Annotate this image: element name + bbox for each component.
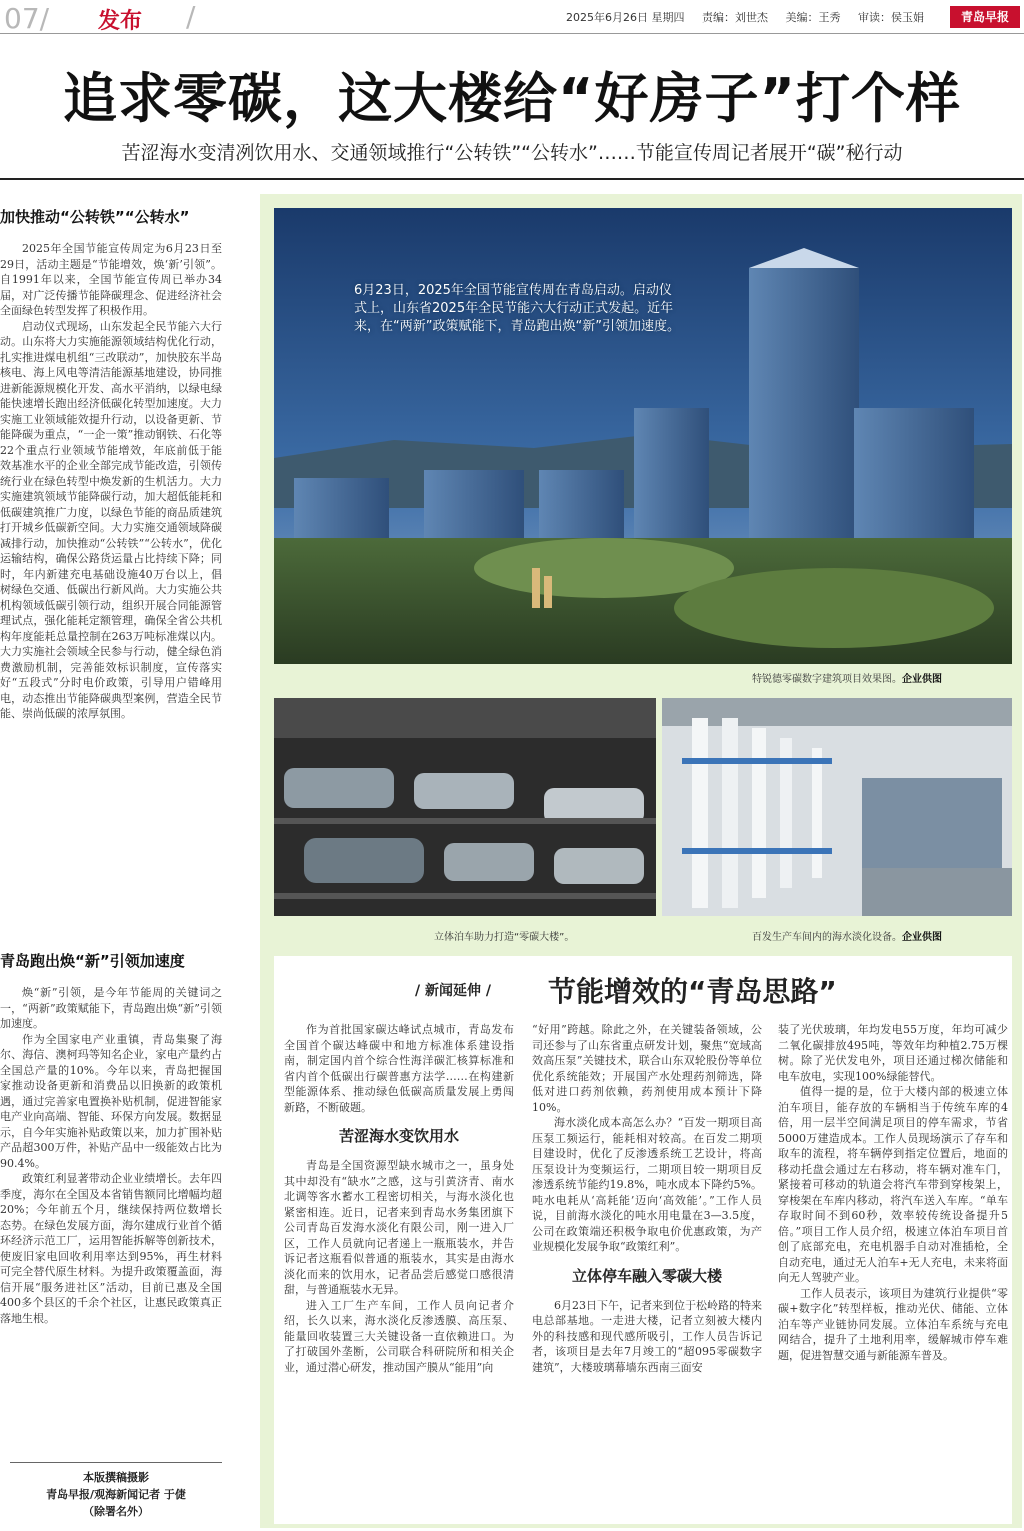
desalination-equipment-image xyxy=(662,698,1012,916)
left-section-body-2 xyxy=(0,985,222,1445)
proof-credit: 审读：侯玉娟 xyxy=(858,11,924,24)
feature-kicker: / 新闻延伸 / xyxy=(415,983,491,999)
newspaper-logo: 青岛早报 xyxy=(950,6,1020,28)
paragraph: 进入工厂生产车间，工作人员向记者介绍，长久以来，海水淡化反渗透膜、高压泵、能量回收装置三大关键设备一直依赖进口。为了打破国外垄断，公司联合科研院所和相关企业，通过潜心研发，推动国产膜从“能用”向 xyxy=(284,1298,514,1374)
paragraph: 启动仪式现场，山东发起全民节能六大行动。山东将大力实施能源领域结构优化行动，扎实推进煤电机组“三改联动”，加快胶东半岛核电、海上风电等清洁能源基地建设，协同推进新能源规模化开发、高水平消纳，以绿电绿能快速增长跑出经济低碳化转型加速度。大力实施工业领域能效提升行动，以设备更新、节能降碳为重点，“一企一策”推动钢铁、石化等22个重点行业领域节能增效，年底前低于能效基准水平的企业全部完成节能改造，引领传统行业在绿色转型中焕发新的生机活力。大力实施建筑领域节能降碳行动，加大超低能耗和低碳建筑推广力度，以绿色节能的商品质建筑打开城乡低碳新空间。大力实施交通领域降碳减排行动，加快推动“公转铁”“公转水”，优化运输结构，确保公路货运量占比持续下降；同时，年内新建充电基础设施40万台以上，倡树绿色交通、低碳出行新风尚。大力实施公共机构领域低碳引领行动，组织开展合同能源管理试点，强化能耗定额管理，确保全省公共机构年度能耗总量控制在263万吨标准煤以内。大力实施社会领域全民参与行动，健全绿色消费激励机制，完善能效标识制度，宣传落实好“五段式”分时电价政策，引导用户错峰用电，动态推出节能降碳典型案例，营造全民节能、崇尚低碳的浓厚氛围。 xyxy=(0,319,222,720)
paragraph: 作为首批国家碳达峰试点城市，青岛发布全国首个碳达峰碳中和地方标准体系建设指南，制定国内首个综合性海洋碳汇核算标准和省内首个低碳出行碳普惠方法学……在构建新型能源体系、推动绿色低碳高质量发展上勇闯新路，不断破题。 xyxy=(284,1023,514,1114)
building-rendering-photo xyxy=(274,208,1012,664)
byline-line-2: 青岛早报/观海新闻记者 于倢 xyxy=(46,1488,186,1501)
paragraph: 值得一提的是，位于大楼内部的极速立体泊车项目，能存放的车辆相当于传统车库的4倍，用一层半空间满足项目的停车需求，节省5000万建造成本。工作人员现场演示了存车和取车的流程，将车辆停到指定位置后，地面的移动托盘会通过左右移动，将车辆对准车门，紧接着可移动的轨道会将汽车带到穿梭架上，穿梭架在车库内移动，将汽车送入车库。“单车存取时间不到60秒，效率较传统设备提升5倍。”项目工作人员介绍，极速立体泊车项目首创了底部充电，充电机器手自动对准插枪，全自动充电，通过无人泊车+无人充电，未来将面向无人驾驶产业。 xyxy=(778,1085,1008,1284)
page-headline: 追求零碳，这大楼给“好房子”打个样 xyxy=(63,67,961,130)
designer-credit: 美编：王秀 xyxy=(785,11,841,24)
masthead-bar xyxy=(0,0,1024,34)
paragraph: 2025年全国节能宣传周定为6月23日至29日，活动主题是“节能增效，焕‘新’引领”。自1991年以来，全国节能宣传周已举办34届，对广泛传播节能降碳理念、促进经济社会全面绿色转型发挥了积极作用。 xyxy=(0,242,222,317)
feature-column-1 xyxy=(284,1022,514,1502)
page-subheadline: 苦涩海水变清冽饮用水、交通领域推行“公转铁”“公转水”……节能宣传周记者展开“碳”秘行动 xyxy=(121,142,903,164)
issue-date: 2025年6月26日 星期四 xyxy=(566,11,685,24)
left-section-body-1 xyxy=(0,241,222,947)
photo-caption-3 xyxy=(752,928,942,943)
paragraph: 6月23日下午，记者来到位于松岭路的特来电总部基地。一走进大楼，记者立刻被大楼内外的科技感和现代感所吸引，工作人员告诉记者，该项目是去年7月竣工的“超095零碳数字建筑”，大楼玻璃幕墙东西南三面安 xyxy=(532,1298,762,1374)
feature-column-2 xyxy=(532,1022,762,1502)
photo-caption-1-source: 企业供图 xyxy=(902,674,942,685)
left-article xyxy=(0,206,222,947)
paragraph: 工作人员表示，该项目为建筑行业提供“零碳+数字化”转型样板，推动光伏、储能、立体泊车等产业链协同发展。立体泊车系统与充电网结合，提升了土地利用率，缓解城市停车难题，促进智慧交通与新能源车普及。 xyxy=(778,1286,1008,1362)
feature-column-3 xyxy=(778,1022,1008,1502)
paragraph: 作为全国家电产业重镇，青岛集聚了海尔、海信、澳柯玛等知名企业，家电产量约占全国总产量的10%。今年以来，青岛把握国家推动设备更新和消费品以旧换新的政策机遇，通过完善家电置换补贴机制，促进智能家电产业向高端、智能、环保方向发展。数据显示，自今年实施补贴政策以来，加力扩围补贴产品超300万件，补贴产品中一级能效占比为90.4%。 xyxy=(0,1032,222,1170)
photo-caption-2: 立体泊车助力打造“零碳大楼”。 xyxy=(434,932,575,943)
paragraph: 海水淡化成本高怎么办？“百发一期项目高压泵工频运行，能耗相对较高。在百发二期项目建设时，优化了反渗透系统工艺设计，将高压泵设计为变频运行，二期项目较一期项目反渗透系统节能约19.8%，吨水成本下降约5%。吨水电耗从‘高耗能’迈向‘高效能’。”工作人员说，目前海水淡化的吨水用电量在3—3.5度，公司在政策端还积极争取电价优惠政策，为产业规模化发展争取“政策红利”。 xyxy=(532,1116,762,1253)
photo-caption-3-text: 百发生产车间内的海水淡化设备。 xyxy=(752,932,902,943)
photo-caption-1 xyxy=(752,670,942,685)
left-article-2 xyxy=(0,950,222,1445)
left-section-title-2: 青岛跑出焕“新”引领加速度 xyxy=(0,952,185,970)
page-number: 07/ xyxy=(4,2,50,35)
headline-rule xyxy=(0,178,1024,180)
parking-garage-image xyxy=(274,698,656,916)
photo-caption-3-source: 企业供图 xyxy=(902,932,942,943)
building-rendering-image xyxy=(274,208,1012,664)
masthead-meta xyxy=(566,9,938,25)
left-section-title-1: 加快推动“公转铁”“公转水” xyxy=(0,208,190,226)
parking-photo xyxy=(274,698,656,916)
paragraph: 焕“新”引领，是今年节能周的关键词之一，“两新”政策赋能下，青岛跑出焕“新”引领加速度。 xyxy=(0,986,222,1030)
byline-line-3: （除署名外） xyxy=(83,1505,149,1518)
feature-subhead-1: 苦涩海水变饮用水 xyxy=(338,1127,459,1145)
masthead-slash: / xyxy=(186,0,196,33)
desalination-photo xyxy=(662,698,1012,916)
photo-overlay-text: 6月23日，2025年全国节能宣传周在青岛启动。启动仪式上，山东省2025年全民节能六大行动正式发起。近年来，在“两新”政策赋能下，青岛跑出焕“新”引领加速度。 xyxy=(354,283,680,334)
paragraph: 装了光伏玻璃，年均发电55万度，年均可减少二氧化碳排放495吨，等效年均种植2.75万棵树。除了光伏发电外，项目还通过梯次储能和电车放电，实现100%绿能替代。 xyxy=(778,1023,1008,1083)
photo-caption-1-text: 特锐德零碳数字建筑项目效果图。 xyxy=(752,674,902,685)
section-name: 发布 xyxy=(98,9,143,34)
feature-subhead-2: 立体停车融入零碳大楼 xyxy=(571,1266,722,1285)
byline-line-1: 本版撰稿摄影 xyxy=(83,1471,149,1484)
feature-title: 节能增效的“青岛思路” xyxy=(548,975,837,1008)
byline-box xyxy=(10,1462,222,1520)
paragraph: 青岛是全国资源型缺水城市之一，虽身处其中却没有“缺水”之感，这与引黄济青、南水北调等客水蓄水工程密切相关，与海水淡化也紧密相连。近日，记者来到青岛水务集团旗下公司青岛百发海水淡化有限公司，刚一进入厂区，工作人员就向记者递上一瓶瓶装水，并告诉记者这瓶看似普通的瓶装水，其实是由海水淡化而来的饮用水，记者品尝后感觉口感很清甜，与普通瓶装水无异。 xyxy=(284,1159,514,1296)
editor-credit: 责编：刘世杰 xyxy=(702,11,768,24)
paragraph: 政策红利显著带动企业业绩增长。去年四季度，海尔在全国及本省销售额同比增幅均超20%；今年前五个月，继续保持两位数增长态势。在绿色发展方面，海尔建成行业首个循环经济示范工厂，运用智能拆解等创新技术，使废旧家电回收利用率达到95%，再生材料可完全替代原生材料。为提升政策覆盖面，海信开展“服务进社区”活动，目前已惠及全国400多个县区的千余个社区，让惠民政策真正落地生根。 xyxy=(0,1172,222,1325)
paragraph: “好用”跨越。除此之外，在关键装备领域，公司还参与了山东省重点研发计划，聚焦“宽域高效高压泵”关键技术，联合山东双轮股份等单位优化系统能效；开展国产水处理药剂筛选，降低对进口药剂依赖，药剂使用成本预计下降10%。 xyxy=(532,1023,762,1114)
